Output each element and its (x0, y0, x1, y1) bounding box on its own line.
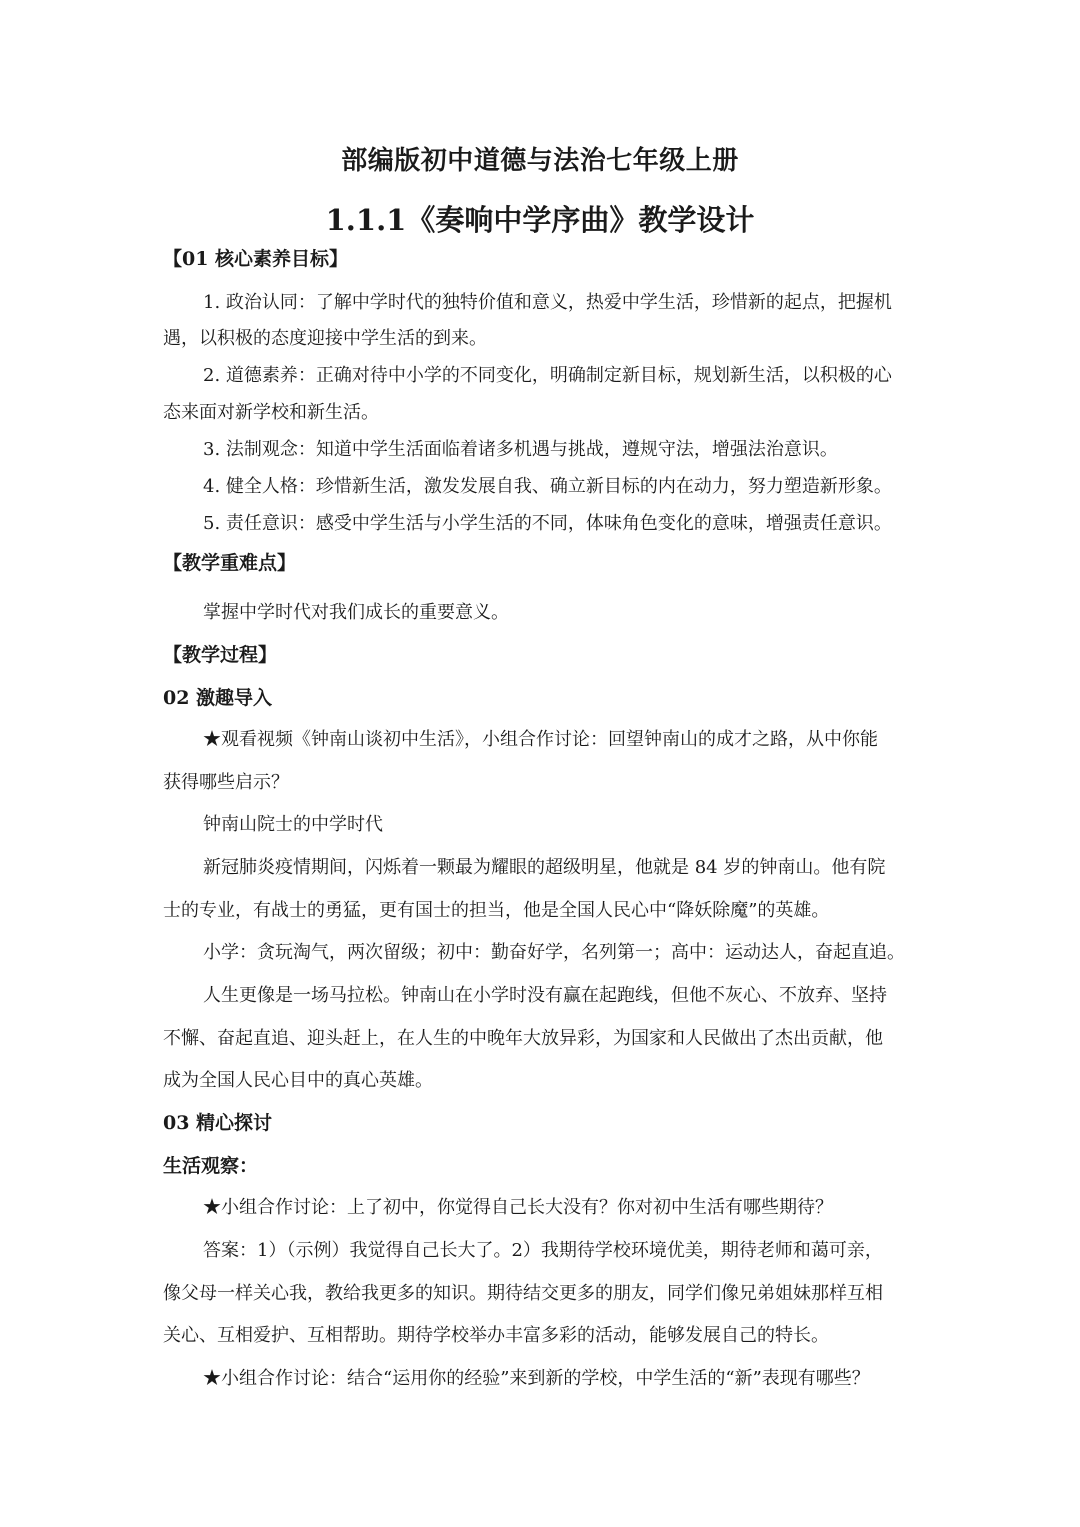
intro-line-4: 新冠肺炎疫情期间，闪烁着一颗最为耀眼的超级明星，他就是 84 岁的钟南山。他有院 (203, 857, 886, 878)
observe-line-4: 关心、互相爱护、互相帮助。期待学校举办丰富多彩的活动，能够发展自己的特长。 (163, 1325, 829, 1346)
observe-line-2: 答案：1）（示例）我觉得自己长大了。2）我期待学校环境优美，期待老师和蔼可亲， (203, 1240, 883, 1261)
intro-line-8: 不懈、奋起直追、迎头赶上，在人生的中晚年大放异彩，为国家和人民做出了杰出贡献，他 (163, 1028, 883, 1049)
section-heading-goals: 【01 核心素养目标】 (163, 248, 349, 270)
section-heading-process: 【教学过程】 (163, 644, 278, 666)
goal-2-line-1: 2. 道德素养：正确对待中小学的不同变化，明确制定新目标，规划新生活，以积极的心 (203, 365, 892, 386)
intro-line-5: 士的专业，有战士的勇猛，更有国士的担当，他是全国人民心中“降妖除魔”的英雄。 (163, 900, 830, 921)
intro-line-6: 小学：贪玩淘气，两次留级；初中：勤奋好学，名列第一；高中：运动达人，奋起直追。 (203, 942, 905, 963)
intro-line-7: 人生更像是一场马拉松。钟南山在小学时没有赢在起跑线，但他不灰心、不放弃、坚持 (203, 985, 887, 1006)
observe-line-1: ★小组合作讨论：上了初中，你觉得自己长大没有？你对初中生活有哪些期待？ (203, 1197, 833, 1218)
section-heading-intro: 02 激趣导入 (163, 687, 273, 709)
goal-4: 4. 健全人格：珍惜新生活，激发发展自我、确立新目标的内在动力，努力塑造新形象。 (203, 476, 892, 497)
document-subtitle: 1.1.1《奏响中学序曲》教学设计 (325, 203, 755, 237)
observe-line-5: ★小组合作讨论：结合“运用你的经验”来到新的学校，中学生活的“新”表现有哪些？ (203, 1368, 870, 1389)
intro-line-9: 成为全国人民心目中的真心英雄。 (163, 1070, 433, 1091)
key-points-text: 掌握中学时代对我们成长的重要意义。 (203, 602, 509, 623)
goal-2-line-2: 态来面对新学校和新生活。 (163, 402, 379, 423)
goal-1-line-1: 1. 政治认同：了解中学时代的独特价值和意义，热爱中学生活，珍惜新的起点，把握机 (203, 292, 892, 313)
intro-line-3: 钟南山院士的中学时代 (203, 814, 383, 835)
observe-line-3: 像父母一样关心我，教给我更多的知识。期待结交更多的朋友，同学们像兄弟姐妹那样互相 (163, 1283, 883, 1304)
intro-line-1: ★观看视频《钟南山谈初中生活》，小组合作讨论：回望钟南山的成才之路，从中你能 (203, 729, 878, 750)
section-heading-explore: 03 精心探讨 (163, 1112, 273, 1134)
section-heading-key-points: 【教学重难点】 (163, 552, 297, 574)
goal-5: 5. 责任意识：感受中学生活与小学生活的不同，体味角色变化的意味，增强责任意识。 (203, 513, 892, 534)
goal-3: 3. 法制观念：知道中学生活面临着诸多机遇与挑战，遵规守法，增强法治意识。 (203, 439, 838, 460)
document-title: 部编版初中道德与法治七年级上册 (341, 146, 739, 176)
section-heading-observe: 生活观察： (163, 1155, 259, 1177)
intro-line-2: 获得哪些启示？ (163, 772, 289, 793)
goal-1-line-2: 遇，以积极的态度迎接中学生活的到来。 (163, 328, 487, 349)
